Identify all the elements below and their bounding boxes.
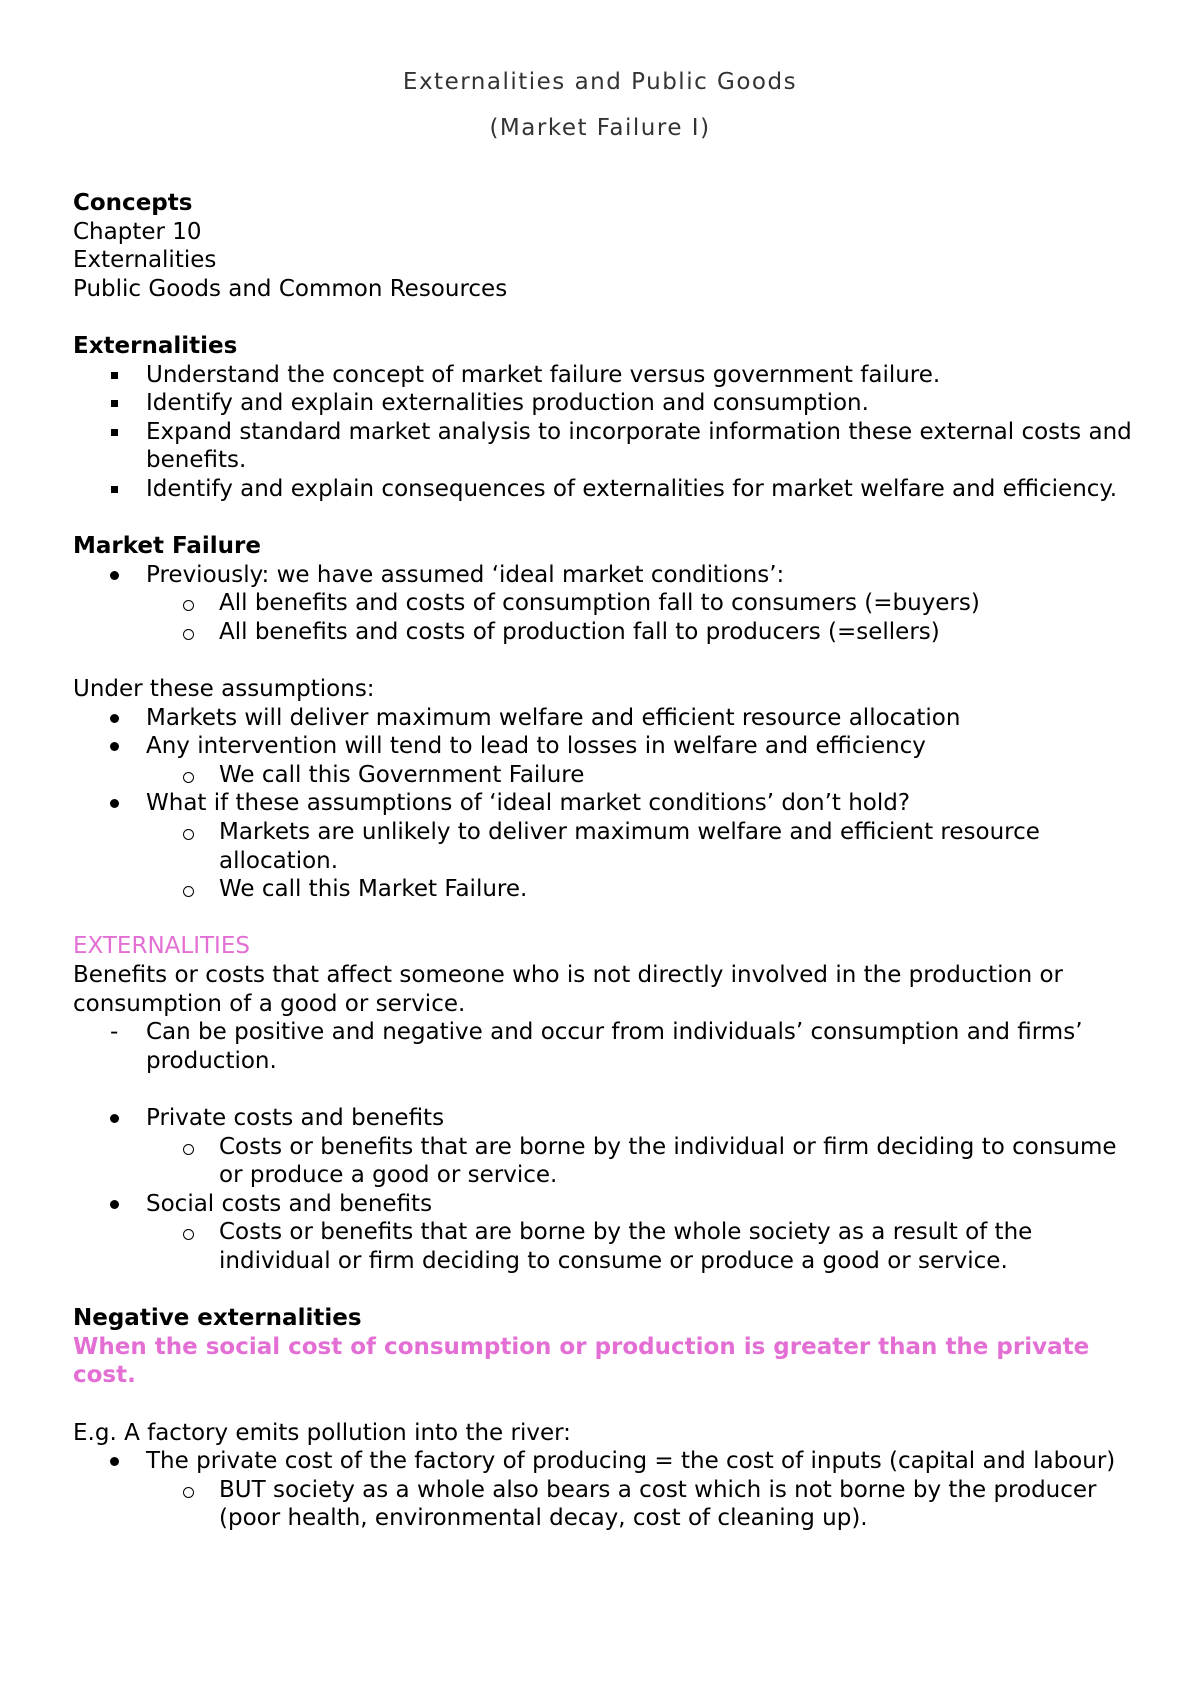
externalities-heading: Externalities <box>73 332 238 359</box>
document-subtitle: (Market Failure I) <box>489 115 711 141</box>
list-item: Understand the concept of market failure versus government failure. <box>73 361 1133 390</box>
list-item: - Can be positive and negative and occur from individuals’ consumption and firms’ production. <box>110 1019 1083 1074</box>
bullet-icon <box>110 571 119 580</box>
list-item: Identify and explain consequences of externalities for market welfare and efficiency. <box>73 475 1133 504</box>
costs-list <box>73 1104 1133 1276</box>
list-item: BUT society as a whole also bears a cost which is not borne by the producer (poor health, environmental decay, cost of cleaning up). <box>73 1476 1133 1533</box>
bullet-icon <box>110 742 119 751</box>
list-item: We call this Government Failure <box>73 761 1133 790</box>
circle-bullet-icon <box>183 1487 194 1498</box>
circle-bullet-icon <box>183 829 194 840</box>
list-item: All benefits and costs of consumption fall to consumers (=buyers) <box>73 589 1133 618</box>
list-item: Any intervention will tend to lead to losses in welfare and efficiency <box>73 732 1133 761</box>
bullet-icon <box>110 799 119 808</box>
square-bullet-icon <box>111 429 118 436</box>
list-item: Social costs and benefits <box>73 1190 1133 1219</box>
list-item: Previously: we have assumed ‘ideal market conditions’: <box>73 561 1133 590</box>
market-failure-list <box>73 561 1133 647</box>
externalities-definition-heading: EXTERNALITIES <box>73 933 250 960</box>
list-item: Costs or benefits that are borne by the whole society as a result of the individual or firm deciding to consume or produce a good or service. <box>73 1218 1133 1275</box>
objectives-list <box>73 361 1133 504</box>
negative-externalities-heading: Negative externalities <box>73 1305 362 1332</box>
market-failure-heading: Market Failure <box>73 533 261 560</box>
concepts-line: Chapter 10 <box>73 218 202 245</box>
example-intro: E.g. A factory emits pollution into the river: <box>73 1419 571 1446</box>
externalities-dash-list <box>73 1018 1133 1075</box>
dash-bullet-icon: - <box>110 1019 119 1046</box>
list-item: Expand standard market analysis to incorporate information these external costs and benefits. <box>73 418 1133 475</box>
square-bullet-icon <box>111 486 118 493</box>
negative-externalities-definition: When the social cost of consumption or production is greater than the private cost. <box>73 1333 1090 1389</box>
square-bullet-icon <box>111 372 118 379</box>
circle-bullet-icon <box>183 1144 194 1155</box>
document-body <box>73 189 1133 1533</box>
concepts-heading: Concepts <box>73 190 193 216</box>
concepts-line: Public Goods and Common Resources <box>73 275 508 302</box>
circle-bullet-icon <box>183 772 194 783</box>
circle-bullet-icon <box>183 886 194 897</box>
list-item: Costs or benefits that are borne by the individual or firm deciding to consume or produce a good or service. <box>73 1133 1133 1190</box>
bullet-icon <box>110 1200 119 1209</box>
concepts-line: Externalities <box>73 247 217 274</box>
circle-bullet-icon <box>183 600 194 611</box>
bullet-icon <box>110 1457 119 1466</box>
assumptions-intro: Under these assumptions: <box>73 676 375 703</box>
list-item: Identify and explain externalities production and consumption. <box>73 389 1133 418</box>
bullet-icon <box>110 1114 119 1123</box>
list-item: What if these assumptions of ‘ideal market conditions’ don’t hold? <box>73 789 1133 818</box>
assumptions-list <box>73 704 1133 904</box>
list-item: We call this Market Failure. <box>73 875 1133 904</box>
circle-bullet-icon <box>183 1229 194 1240</box>
circle-bullet-icon <box>183 629 194 640</box>
example-list <box>73 1447 1133 1533</box>
square-bullet-icon <box>111 400 118 407</box>
list-item: Private costs and benefits <box>73 1104 1133 1133</box>
externalities-definition: Benefits or costs that affect someone who is not directly involved in the production or consumption of a good or service. <box>73 962 1063 1017</box>
list-item: The private cost of the factory of producing = the cost of inputs (capital and labour) <box>73 1447 1133 1476</box>
document-title: Externalities and Public Goods <box>402 69 798 95</box>
list-item: All benefits and costs of production fall to producers (=sellers) <box>73 618 1133 647</box>
list-item: Markets will deliver maximum welfare and efficient resource allocation <box>73 704 1133 733</box>
list-item: Markets are unlikely to deliver maximum welfare and efficient resource allocation. <box>73 818 1133 875</box>
bullet-icon <box>110 714 119 723</box>
